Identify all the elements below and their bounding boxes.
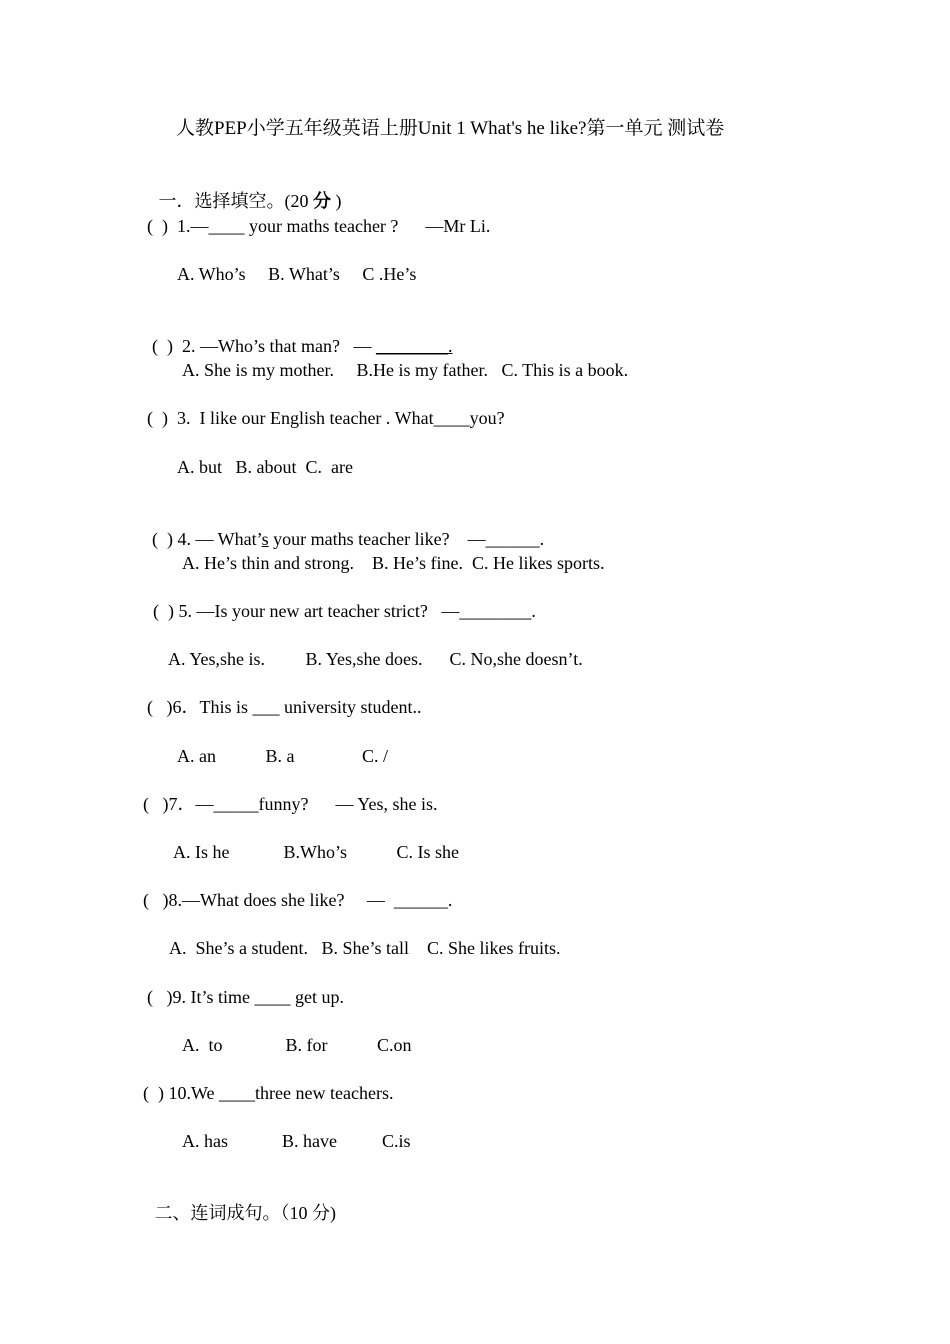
question-3-stem: ( ) 3. I like our English teacher . What____you? xyxy=(147,408,505,428)
question-9-options: A. to B. for C.on xyxy=(182,1035,412,1055)
section-2-score: （10 分) xyxy=(280,1203,336,1223)
question-2-options: A. She is my mother. B.He is my father. C. This is a book. xyxy=(182,360,629,380)
question-2-answer-blank: ________. xyxy=(375,336,453,356)
question-5-stem: ( ) 5. —Is your new art teacher strict? —________. xyxy=(153,601,536,621)
section-1-score-close: ) xyxy=(330,191,342,211)
page-title: 人教PEP小学五年级英语上册Unit 1 What's he like?第一单元 测试卷 xyxy=(176,118,725,139)
section-1-heading xyxy=(147,165,341,214)
question-4-stem-underlined: s xyxy=(261,529,269,549)
question-10-stem: ( ) 10.We ____three new teachers. xyxy=(143,1083,394,1103)
section-2-heading xyxy=(143,1177,336,1226)
section-1-score-open: (20 xyxy=(284,191,313,211)
question-1-stem: ( ) 1.—____ your maths teacher ? —Mr Li. xyxy=(147,216,491,236)
question-8-stem: ( )8.—What does she like? — ______. xyxy=(143,890,453,910)
question-4-stem xyxy=(143,503,544,551)
question-8-options: A. She’s a student. B. She’s tall C. She likes fruits. xyxy=(169,938,561,958)
question-2-stem-text: ( ) 2. —Who’s that man? — xyxy=(152,336,376,356)
section-2-title: 二、连词成句。 xyxy=(154,1203,281,1224)
question-7-options: A. Is he B.Who’s C. Is she xyxy=(173,842,459,862)
question-4-options: A. He’s thin and strong. B. He’s fine. C. He likes sports. xyxy=(182,553,605,573)
question-4-stem-text-a: ( ) 4. — What’ xyxy=(152,529,262,549)
section-1-title: 一．选择填空。 xyxy=(158,191,285,212)
question-10-options: A. has B. have C.is xyxy=(182,1131,411,1151)
question-7-stem: ( )7．—_____funny? — Yes, she is. xyxy=(143,794,438,814)
question-4-stem-text-b: your maths teacher like? —______. xyxy=(268,529,545,549)
question-6-options: A. an B. a C. / xyxy=(177,746,388,766)
question-2-stem xyxy=(143,310,452,358)
section-1-score-unit: 分 xyxy=(312,191,331,212)
question-3-options: A. but B. about C. are xyxy=(177,457,353,477)
question-1-options: A. Who’s B. What’s C .He’s xyxy=(177,264,417,284)
question-6-stem: ( )6．This is ___ university student.. xyxy=(147,697,422,717)
question-9-stem: ( )9. It’s time ____ get up. xyxy=(147,987,344,1007)
question-5-options: A. Yes,she is. B. Yes,she does. C. No,she doesn’t. xyxy=(168,649,583,669)
